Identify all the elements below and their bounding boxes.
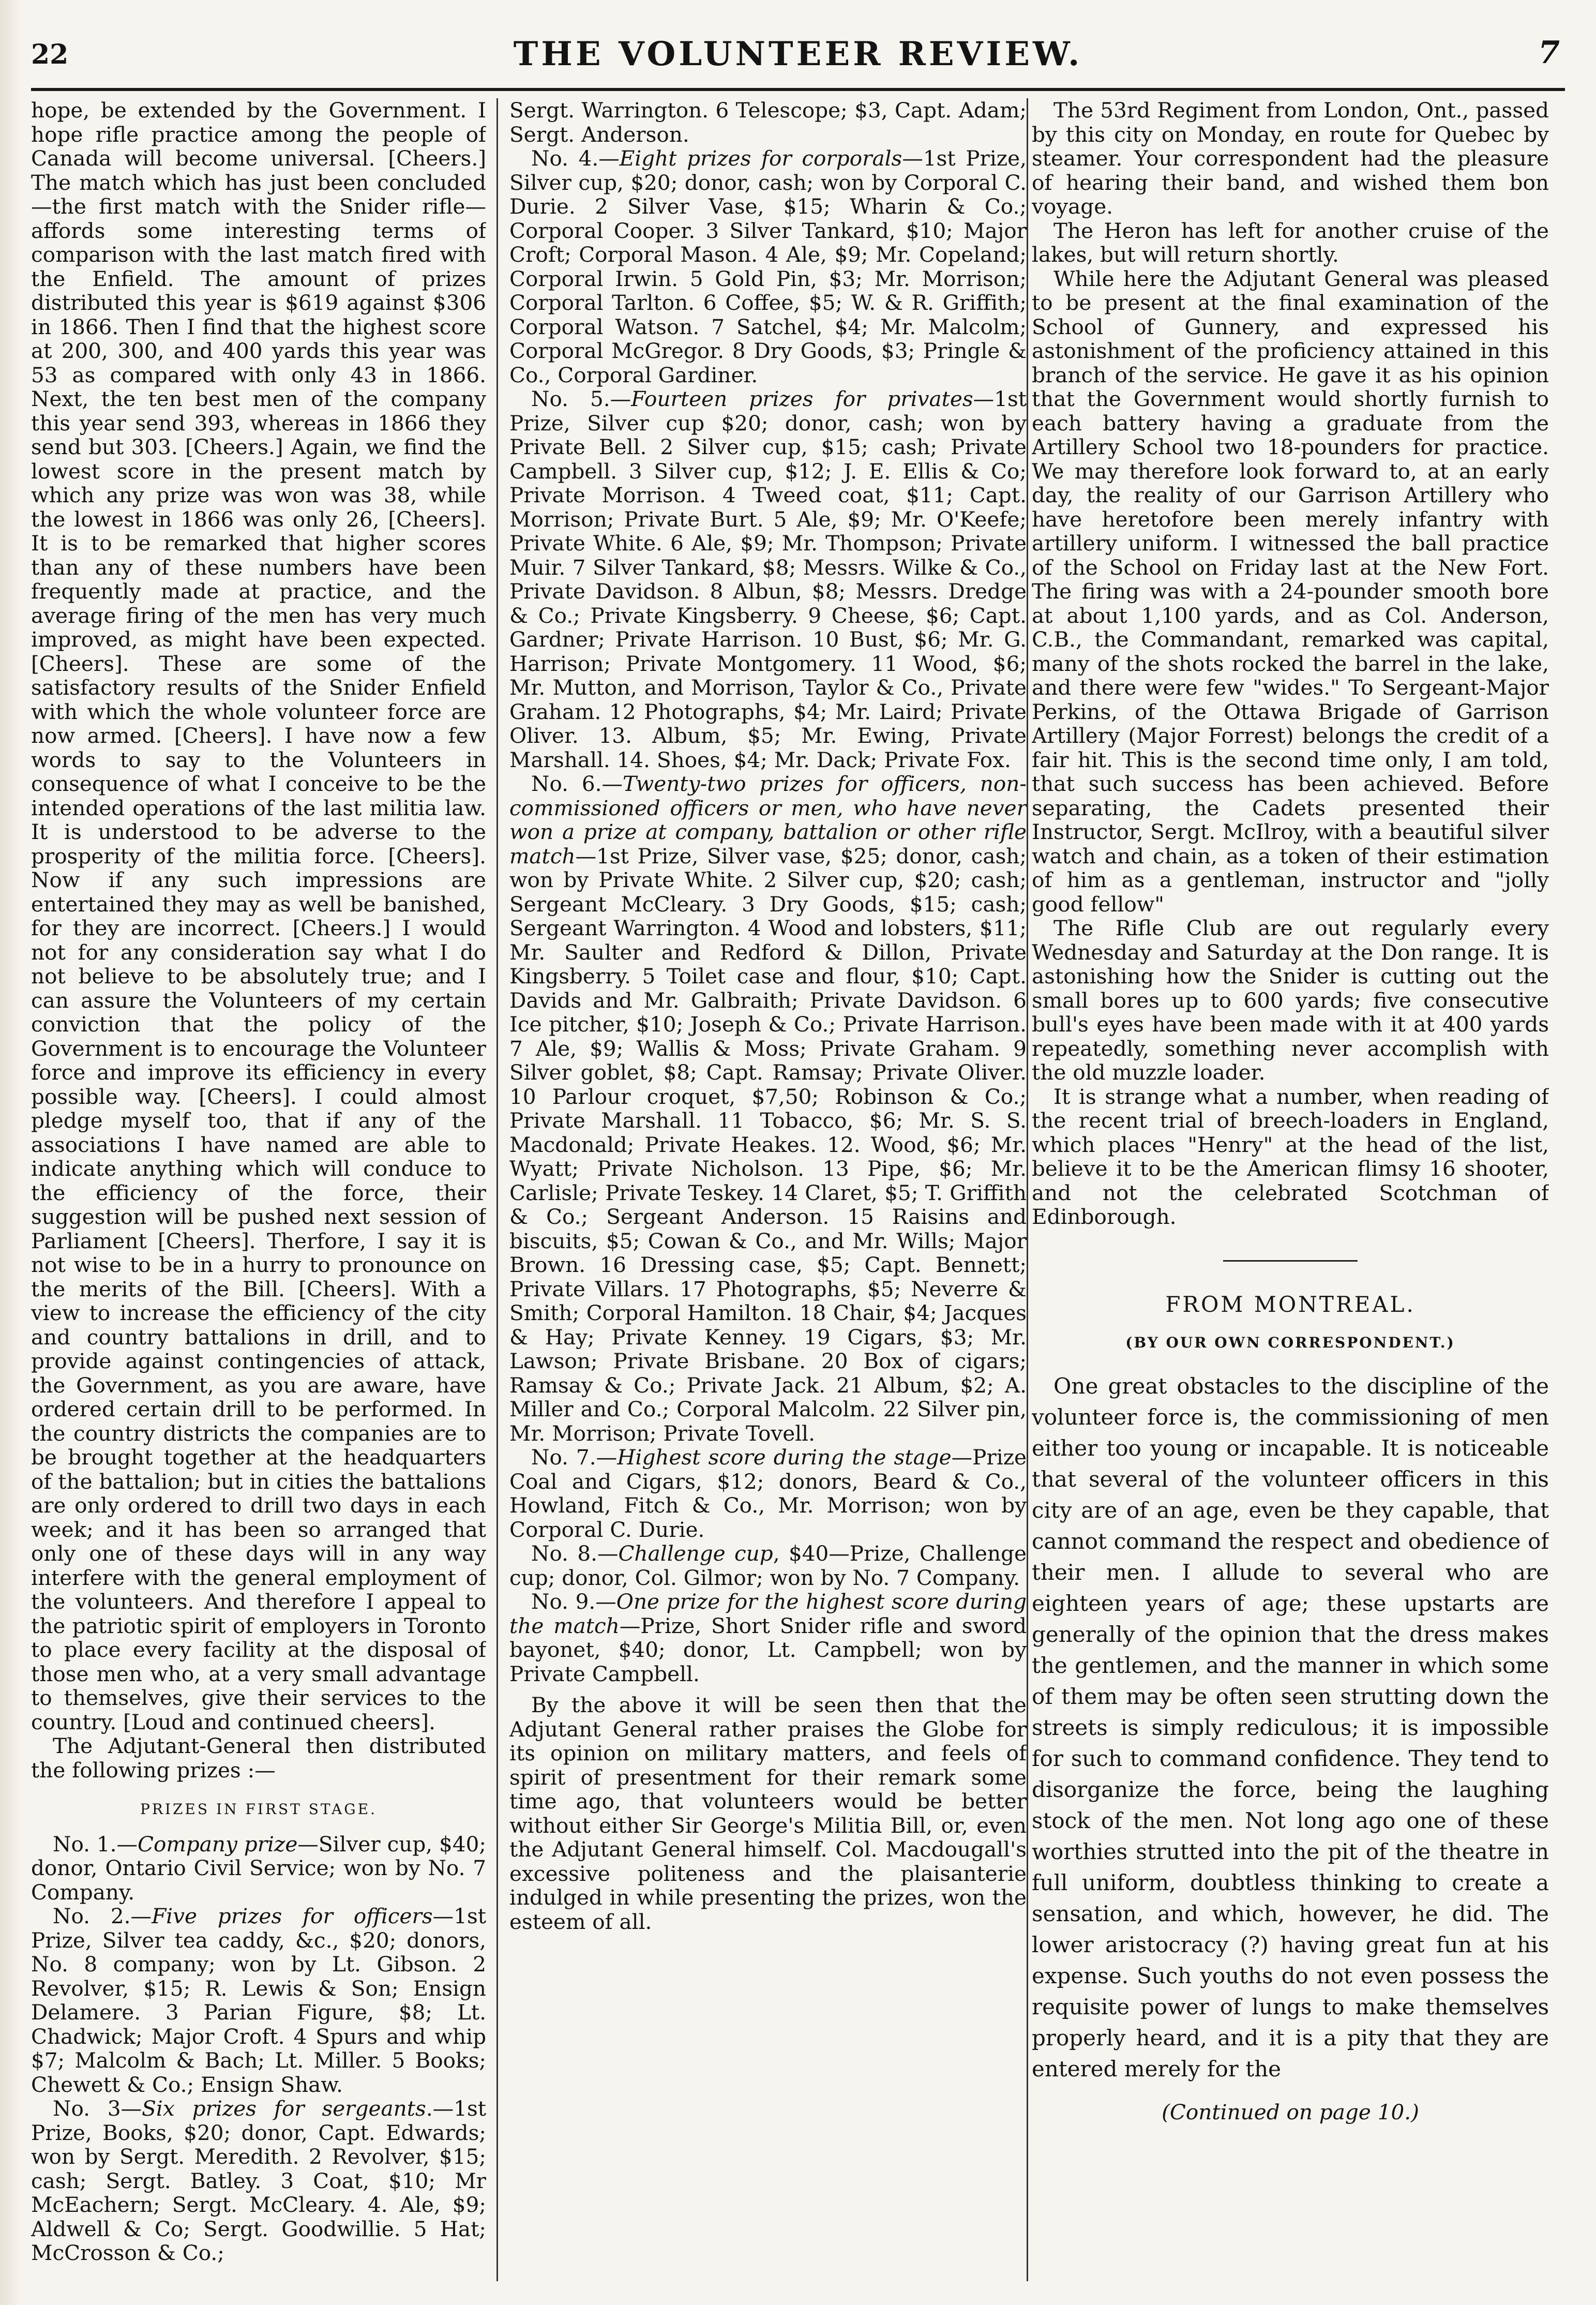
page-edge-shadow [0, 0, 21, 2305]
news-paragraph: The 53rd Regiment from London, Ont., passed by this city on Monday, en route for Quebec by steamer. Your correspondent had the pleasure of hearing their band, and wished them bon voyage. [1032, 98, 1549, 219]
continued-note: (Continued on page 10.) [1162, 2099, 1419, 2124]
prize-entry: No. 2.—Five prizes for officers—1st Prize, Silver tea caddy, &c., $20; donors, No. 8 company; won by Lt. Gibson. 2 Revolver, $15; R. Lewis & Son; Ensign Delamere. 3 Parian Figure, $8; Lt. Chadwick; Major Croft. 4 Spurs and whip $7; Malcolm & Bach; Lt. Miller. 5 Books; Chewett & Co.; Ensign Shaw. [31, 1904, 486, 2097]
header-rule [31, 88, 1565, 91]
news-paragraph: The Rifle Club are out regularly every Wednesday and Saturday at the Don range. It is astonishing how the Snider is cutting out the small bores up to 600 yards; five consecutive bull's eyes have been made with it at 400 yards repeatedly, something never accomplish with the old muzzle loader. [1032, 916, 1549, 1085]
prize-entry: No. 6.—Twenty-two prizes for officers, non-commissioned officers or men, who have never won a prize at company, battalion or other rifle match—1st Prize, Silver vase, $25; donor, cash; won by Private White. 2 Silver cup, $20; cash; Sergeant McCleary. 3 Dry Goods, $15; cash; Sergeant Warrington. 4 Wood and lobsters, $11; Mr. Saulter and Redford & Dillon, Private Kingsberry. 5 Toilet case and flour, $10; Capt. Davids and Mr. Galbraith; Private Davidson. 6 Ice pitcher, $10; Joseph & Co.; Private Harrison. 7 Ale, $9; Wallis & Moss; Private Graham. 9 Silver goblet, $8; Capt. Ramsay; Private Oliver. 10 Parlour croquet, $7,50; Robinson & Co.; Private Marshall. 11 Tobacco, $6; Mr. S. S. Macdonald; Private Heakes. 12. Wood, $6; Mr. Wyatt; Private Nicholson. 13 Pipe, $6; Mr. Carlisle; Private Teskey. 14 Claret, $5; T. Griffith & Co.; Sergeant Anderson. 15 Raisins and biscuits, $5; Cowan & Co., and Mr. Wills; Major Brown. 16 Dressing case, $5; Capt. Bennett; Private Villars. 17 Photographs, $5; Neverre & Smith; Corporal Hamilton. 18 Chair, $4; Jacques & Hay; Private Kenney. 19 Cigars, $3; Mr. Lawson; Private Brisbane. 20 Box of cigars; Ramsay & Co.; Private Jack. 21 Album, $2; A. Miller and Co.; Corporal Malcolm. 22 Silver pin, Mr. Morrison; Private Tovell. [509, 771, 1027, 1446]
column-3 [1032, 98, 1549, 2271]
montreal-article [1032, 1371, 1549, 2085]
prize-entry: No. 3—Six prizes for sergeants.—1st Prize, Books, $20; donor, Capt. Edwards; won by Sergt. Meredith. 2 Revolver, $15; cash; Sergt. Batley. 3 Coat, $10; Mr McEachern; Sergt. McCleary. 4. Ale, $9; Aldwell & Co; Sergt. Goodwillie. 5 Hat; McCrosson & Co.; [31, 2096, 486, 2265]
distribution-intro: The Adjutant-General then distributed the following prizes :— [31, 1733, 486, 1783]
prize-entry: No. 7.—Highest score during the stage—Prize Coal and Cigars, $12; donors, Beard & Co., Howland, Fitch & Co., Mr. Morrison; won by Corporal C. Durie. [509, 1445, 1027, 1542]
column-1 [31, 98, 486, 2271]
page-number-right: 7 [1538, 35, 1560, 71]
prize-continuation: Sergt. Warrington. 6 Telescope; $3, Capt. Adam; Sergt. Anderson. [509, 98, 1027, 147]
section-title: FROM MONTREAL. [1165, 1291, 1416, 1317]
news-paragraph: It is strange what a number, when reading of the recent trial of breech-loaders in England, which places "Henry" at the head of the list, believe it to be the American flimsy 16 shooter, and not the celebrated Scotchman of Edinborough. [1032, 1084, 1549, 1229]
news-paragraph: While here the Adjutant General was pleased to be present at the final examination of the School of Gunnery, and expressed his astonishment of the proficiency attained in this branch of the service. He gave it as his opinion that the Government would shortly furnish to each battery having a graduate from the Artillery School two 18-pounders for practice. We may therefore look forward to, at an early day, the reality of our Garrison Artillery who have heretofore been merely infantry with artillery uniform. I witnessed the ball practice of the School on Friday last at the New Fort. The firing was with a 24-pounder smooth bore at about 1,100 yards, and as Col. Anderson, C.B., the Commandant, remarked was capital, many of the shots rocked the barrel in the lake, and there were few "wides." To Sergeant-Major Perkins, of the Ottawa Brigade of Garrison Artillery (Major Forrest) belongs the credit of a fair hit. This is the second time only, I am told, that such success has been achieved. Before separating, the Cadets presented their Instructor, Sergt. McIlroy, with a beautiful silver watch and chain, as a token of their estimation of him as a gentleman, instructor and "jolly good fellow" [1032, 266, 1549, 917]
masthead-title: THE VOLUNTEER REVIEW. [513, 35, 1083, 73]
page-number-left: 22 [31, 39, 69, 70]
column-2 [509, 98, 1027, 2271]
column-rule-2 [1027, 98, 1028, 2281]
prize-entry: No. 4.—Eight prizes for corporals—1st Prize, Silver cup, $20; donor, cash; won by Corporal C. Durie. 2 Silver Vase, $15; Wharin & Co.; Corporal Cooper. 3 Silver Tankard, $10; Major Croft; Corporal Mason. 4 Ale, $9; Mr. Copeland; Corporal Irwin. 5 Gold Pin, $3; Mr. Morrison; Corporal Tarlton. 6 Coffee, $5; W. & R. Griffith; Corporal Watson. 7 Satchel, $4; Mr. Malcolm; Corporal McGregor. 8 Dry Goods, $3; Pringle & Co., Corporal Gardiner. [509, 146, 1027, 387]
column-rule-1 [496, 98, 498, 2281]
speech-text: hope, be extended by the Government. I hope rifle practice among the people of Canada will become universal. [Cheers.] The match which has just been concluded —the first match with the Snider rifle— affords some interesting terms of comparison with the last match fired with the Enfield. The amount of prizes distributed this year is $619 against $306 in 1866. Then I find that the highest score at 200, 300, and 400 yards this year was 53 as compared with only 43 in 1866. Next, the ten best men of the company this year send 393, whereas in 1866 they send but 303. [Cheers.] Again, we find the lowest score in the present match by which any prize was won was 38, while the lowest in 1866 was only 26, [Cheers]. It is to be remarked that higher scores than any of these numbers have been frequently made at practice, and the average firing of the men has very much improved, as might have been expected. [Cheers]. These are some of the satisfactory results of the Snider Enfield with which the whole volunteer force are now armed. [Cheers]. I have now a few words to say to the Volunteers in consequence of what I conceive to be the intended operations of the last militia law. It is understood to be adverse to the prosperity of the militia force. [Cheers]. Now if any such impressions are entertained they may as well be banished, for they are incorrect. [Cheers.] I would not for any consideration say what I do not believe to be absolutely true; and I can assure the Volunteers of my certain conviction that the policy of the Government is to encourage the Volunteer force and improve its efficiency in every possible way. [Cheers]. I could almost pledge myself too, that if any of the associations I have named are able to indicate anything which will conduce to the efficiency of the force, their suggestion will be pushed next session of Parliament [Cheers]. Therfore, I say it is not wise to be in a hurry to pronounce on the merits of the Bill. [Cheers]. With a view to increase the efficiency of the city and country battalions in drill, and to provide against contingencies of attack, the Government, as you are aware, have ordered certain drill to be performed. In the country districts the companies are to be brought together at the headquarters of the battalion; but in cities the battalions are only ordered to drill two days in each week; and it has been so arranged that only one of these days will in any way interfere with the general employment of the volunteers. And therefore I appeal to the patriotic spirit of employers in Toronto to place every facility at the disposal of those men who, at a very small advantage to themselves, give their services to the country. [Loud and continued cheers]. [31, 98, 486, 1734]
closing-paragraph: By the above it will be seen then that the Adjutant General rather praises the Globe for its opinion on military matters, and feels of spirit of presentment for their remark some time ago, that volunteers would be better without either Sir George's Militia Bill, or, even the Adjutant General himself. Col. Macdougall's excessive politeness and the plaisanterie indulged in while presenting the prizes, won the esteem of all. [509, 1693, 1027, 1934]
montreal-text: One great obstacles to the discipline of the volunteer force is, the commissioning of men either too young or incapable. It is noticeable that several of the volunteer officers in this city are of an age, even be they capable, that cannot command the respect and obedience of their men. I allude to several who are eighteen years of age; these upstarts are generally of the opinion that the dress makes the gentlemen, and the manner in which some of them may be often seen strutting down the streets is simply rediculous; it is impossible for such to command confidence. They tend to disorganize the force, being the laughing stock of the men. Not long ago one of these worthies strutted into the pit of the theatre in full uniform, doubtless thinking to create a sensation, and which, however, he did. The lower aristocracy (?) having great fun at his expense. Such youths do not even possess the requisite power of lungs to make themselves properly heard, and it is a pity that they are entered merely for the [1032, 1373, 1549, 2082]
page-header [31, 28, 1565, 85]
prize-entry: No. 1.—Company prize—Silver cup, $40; donor, Ontario Civil Service; won by No. 7 Company. [31, 1831, 486, 1905]
prize-entry: No. 8.—Challenge cup, $40—Prize, Challenge cup; donor, Col. Gilmor; won by No. 7 Company. [509, 1541, 1027, 1590]
prize-entry: No. 9.—One prize for the highest score during the match—Prize, Short Snider rifle and sword bayonet, $40; donor, Lt. Campbell; won by Private Campbell. [509, 1589, 1027, 1686]
news-paragraph: The Heron has left for another cruise of the lakes, but will return shortly. [1032, 218, 1549, 267]
prize-entry: No. 5.—Fourteen prizes for privates—1st Prize, Silver cup $20; donor, cash; won by Private Bell. 2 Silver cup, $15; cash; Private Campbell. 3 Silver cup, $12; J. E. Ellis & Co; Private Morrison. 4 Tweed coat, $11; Capt. Morrison; Private Burt. 5 Ale, $9; Mr. O'Keefe; Private White. 6 Ale, $9; Mr. Thompson; Private Muir. 7 Silver Tankard, $8; Messrs. Wilke & Co., Private Davidson. 8 Albun, $8; Messrs. Dredge & Co.; Private Kingsberry. 9 Cheese, $6; Capt. Gardner; Private Harrison. 10 Bust, $6; Mr. G. Harrison; Private Montgomery. 11 Wood, $6; Mr. Mutton, and Morrison, Taylor & Co., Private Graham. 12 Photographs, $4; Mr. Laird; Private Oliver. 13. Album, $5; Mr. Ewing, Private Marshall. 14. Shoes, $4; Mr. Dack; Private Fox. [509, 386, 1027, 772]
prizes-subhead: PRIZES IN FIRST STAGE. [140, 1801, 377, 1818]
section-separator [1223, 1260, 1358, 1262]
byline: (BY OUR OWN CORRESPONDENT.) [1125, 1334, 1455, 1351]
